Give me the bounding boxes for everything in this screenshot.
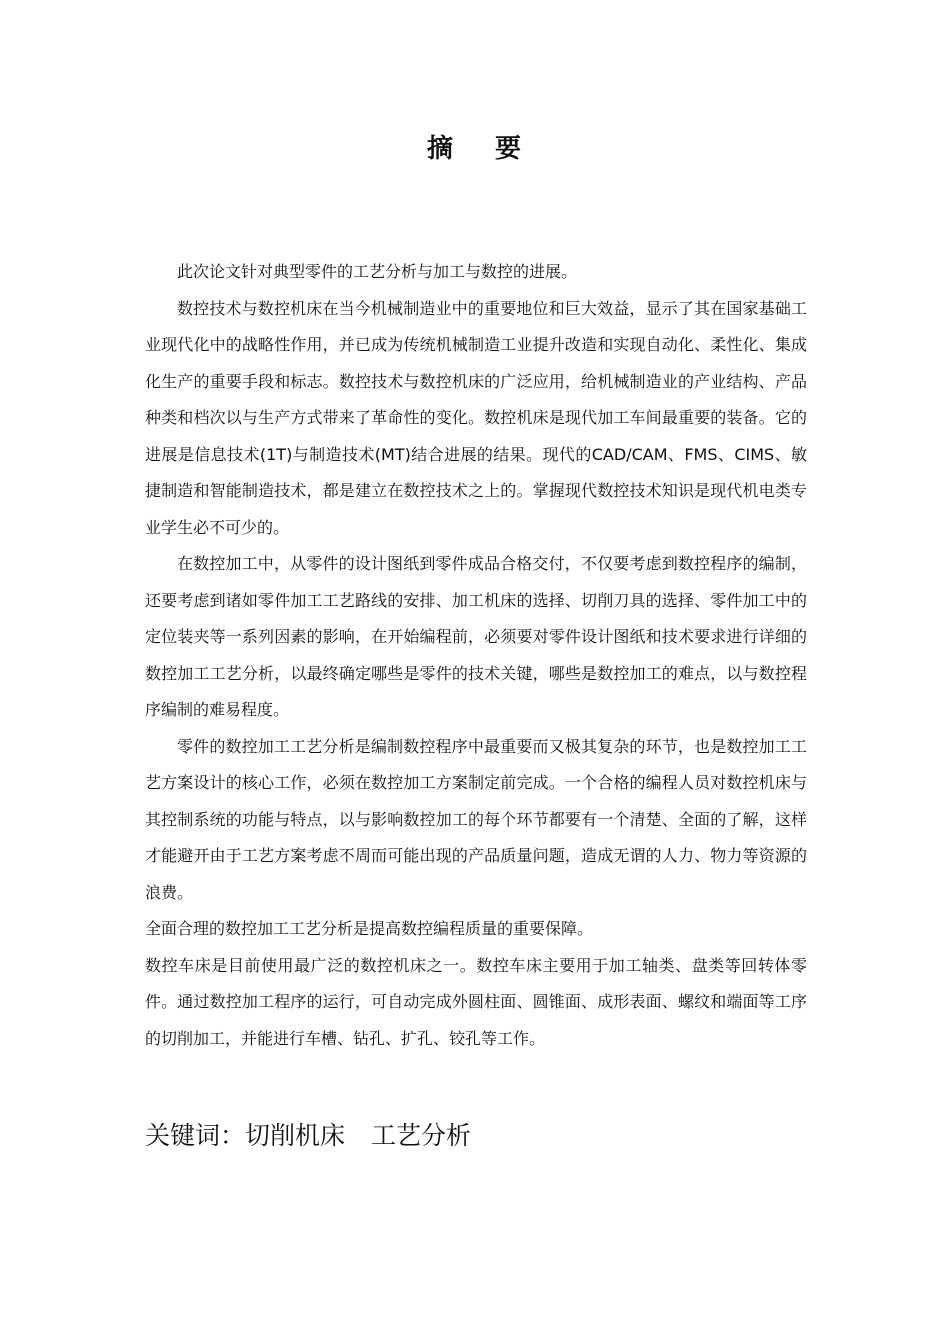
abstract-title <box>0 128 950 165</box>
abstract-title-char-1: 摘 <box>426 134 455 164</box>
keywords-line <box>145 1118 807 1154</box>
abstract-paragraph: 在数控加工中，从零件的设计图纸到零件成品合格交付，不仅要考虑到数控程序的编制，还要考虑到诸如零件加工工艺路线的安排、加工机床的选择、切削刀具的选择、零件加工中的定位装夹等一系列因素的影响，在开始编程前，必须要对零件设计图纸和技术要求进行详细的数控加工工艺分析，以最终确定哪些是零件的技术关键，哪些是数控加工的难点，以与数控程序编制的难易程度。 <box>145 554 807 719</box>
keywords-label: 关键词： <box>145 1121 246 1150</box>
abstract-paragraph: 此次论文针对典型零件的工艺分析与加工与数控的进展。 <box>177 262 578 281</box>
abstract-paragraph: 数控车床是目前使用最广泛的数控机床之一。数控车床主要用于加工轴类、盘类等回转体零件。通过数控加工程序的运行，可自动完成外圆柱面、圆锥面、成形表面、螺纹和端面等工序的切削加工，并能进行车槽、钻孔、扩孔、铰孔等工作。 <box>145 955 807 1048</box>
abstract-title-char-2: 要 <box>495 134 524 164</box>
keyword-item: 工艺分析 <box>371 1121 472 1150</box>
abstract-paragraph: 零件的数控加工工艺分析是编制数控程序中最重要而又极其复杂的环节，也是数控加工工艺方案设计的核心工作，必须在数控加工方案制定前完成。一个合格的编程人员对数控机床与其控制系统的功能与特点，以与影响数控加工的每个环节都要有一个清楚、全面的了解，这样才能避开由于工艺方案考虑不周而可能出现的产品质量问题，造成无谓的人力、物力等资源的浪费。 <box>145 736 807 902</box>
abstract-paragraph: 数控技术与数控机床在当今机械制造业中的重要地位和巨大效益，显示了其在国家基础工业现代化中的战略性作用，并已成为传统机械制造工业提升改造和实现自动化、柔性化、集成化生产的重要手段和标志。数控技术与数控机床的广泛应用，给机械制造业的产业结构、产品种类和档次以与生产方式带来了革命性的变化。数控机床是现代加工车间最重要的装备。它的进展是信息技术(1T)与制造技术(MT)结合进展的结果。现代的CAD/CAM、FMS、CIMS、敏捷制造和智能制造技术，都是建立在数控技术之上的。掌握现代数控技术知识是现代机电类专业学生必不可少的。 <box>145 298 807 537</box>
abstract-body <box>145 254 807 1057</box>
keyword-item: 切削机床 <box>245 1121 346 1150</box>
abstract-paragraph: 全面合理的数控加工工艺分析是提高数控编程质量的重要保障。 <box>145 919 594 938</box>
